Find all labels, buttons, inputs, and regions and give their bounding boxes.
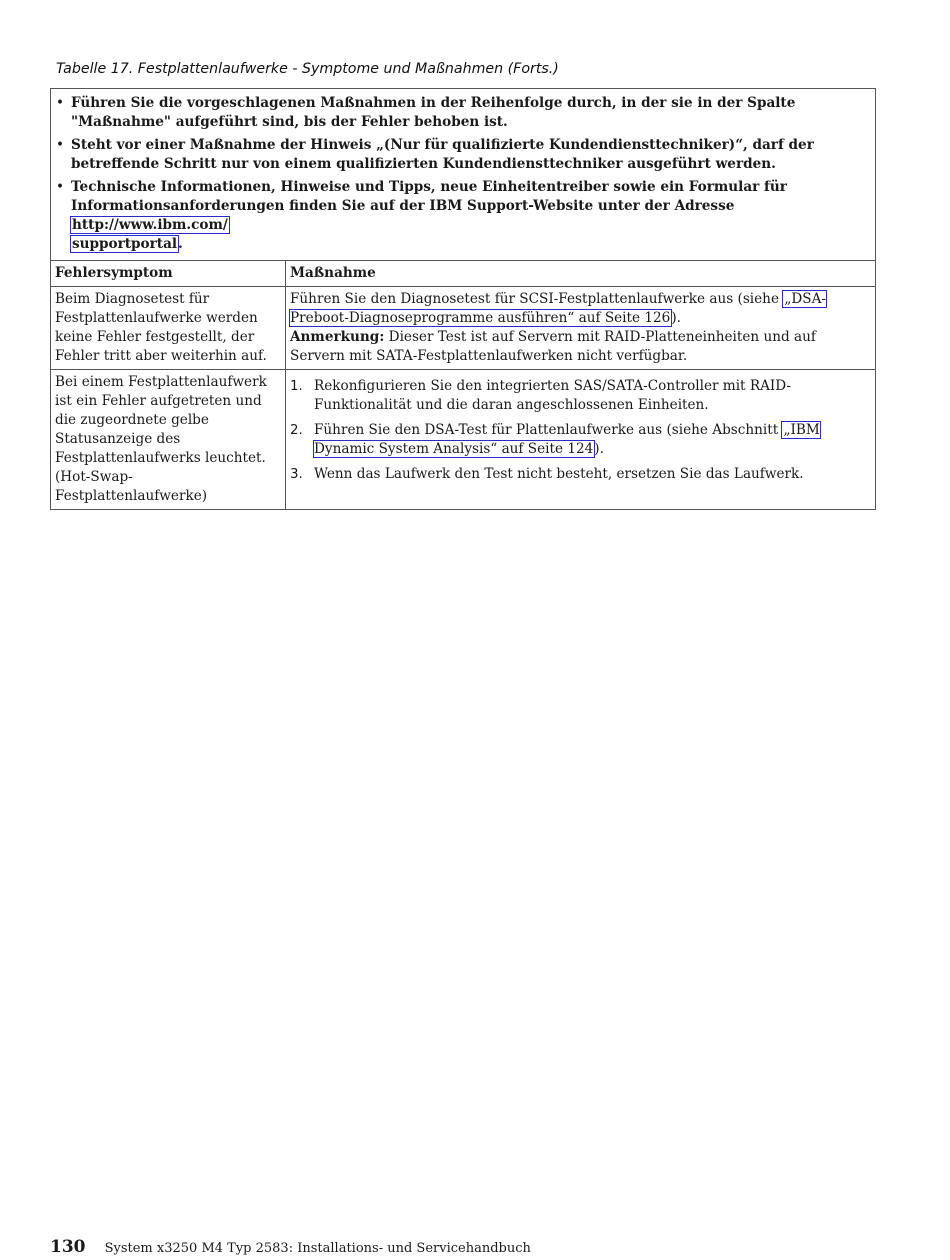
dsa-preboot-link[interactable]: „DSA-Preboot-Diagnoseprogramme ausführen“ auf Seite 126 <box>290 291 826 326</box>
instruction-item <box>55 178 867 254</box>
note-label: Anmerkung: <box>290 329 385 345</box>
step-item <box>290 377 871 415</box>
step-item <box>290 421 871 459</box>
instruction-text-end: . <box>178 236 183 252</box>
table-header-row <box>51 261 875 287</box>
page-footer <box>50 1237 531 1257</box>
instruction-text: Führen Sie die vorgeschlagenen Maßnahmen in der Reihenfolge durch, in der sie in der Spalte "Maßnahme" aufgeführt sind, bis der Fehler behoben ist. <box>71 95 796 130</box>
ibm-support-link[interactable] <box>71 217 229 233</box>
symptom-table <box>51 261 875 509</box>
table-row <box>51 370 875 510</box>
instruction-item <box>55 94 867 132</box>
action-cell <box>286 287 876 370</box>
ibm-dsa-link[interactable]: „IBM Dynamic System Analysis“ auf Seite 124 <box>314 422 820 457</box>
step-number: 3. <box>290 467 303 482</box>
symptom-cell: Bei einem Festplattenlaufwerk ist ein Fehler aufgetreten und die zugeordnete gelbe Statusanzeige des Festplattenlaufwerks leuchtet. (Hot-Swap-Festplattenlaufwerke) <box>51 370 286 510</box>
ibm-support-link-part2[interactable]: supportportal <box>72 236 178 252</box>
step-number: 2. <box>290 423 303 438</box>
action-text-end: ). <box>671 310 681 326</box>
ibm-support-link-continued[interactable] <box>71 236 178 252</box>
instruction-text: Steht vor einer Maßnahme der Hinweis „(Nur für qualifizierte Kundendiensttechniker)“, darf der betreffende Schritt nur von einem qualifizierten Kundendiensttechniker ausgeführt werden. <box>71 137 814 172</box>
symptom-cell: Beim Diagnosetest für Festplattenlaufwerke werden keine Fehler festgestellt, der Fehler tritt aber weiterhin auf. <box>51 287 286 370</box>
step-number: 1. <box>290 379 303 394</box>
page-number: 130 <box>50 1237 86 1257</box>
step-text: Wenn das Laufwerk den Test nicht besteht, ersetzen Sie das Laufwerk. <box>314 466 804 482</box>
instruction-item <box>55 136 867 174</box>
header-symptom: Fehlersymptom <box>51 261 286 287</box>
step-text-end: ). <box>594 441 604 457</box>
ibm-support-link-part1[interactable]: http://www.ibm.com/ <box>72 217 228 233</box>
instructions-box <box>51 89 875 261</box>
instruction-text: Technische Informationen, Hinweise und Tipps, neue Einheitentreiber sowie ein Formular für Informationsanforderungen finden Sie auf der IBM Support-Website unter der Adresse <box>71 179 787 214</box>
action-steps <box>290 377 871 484</box>
header-action: Maßnahme <box>286 261 876 287</box>
symptom-table-frame <box>50 88 876 510</box>
table-row <box>51 287 875 370</box>
step-item <box>290 465 871 484</box>
footer-title: System x3250 M4 Typ 2583: Installations- und Servicehandbuch <box>104 1241 531 1256</box>
step-text: Rekonfigurieren Sie den integrierten SAS/SATA-Controller mit RAID-Funktionalität und die daran angeschlossenen Einheiten. <box>314 378 791 413</box>
table-caption: Tabelle 17. Festplattenlaufwerke - Symptome und Maßnahmen (Forts.) <box>56 61 559 77</box>
action-cell <box>286 370 876 510</box>
action-text: Führen Sie den Diagnosetest für SCSI-Festplattenlaufwerke aus (siehe <box>290 291 784 307</box>
note-text: Dieser Test ist auf Servern mit RAID-Platteneinheiten und auf Servern mit SATA-Festplattenlaufwerken nicht verfügbar. <box>290 329 816 364</box>
step-text: Führen Sie den DSA-Test für Plattenlaufwerke aus (siehe Abschnitt <box>314 422 783 438</box>
